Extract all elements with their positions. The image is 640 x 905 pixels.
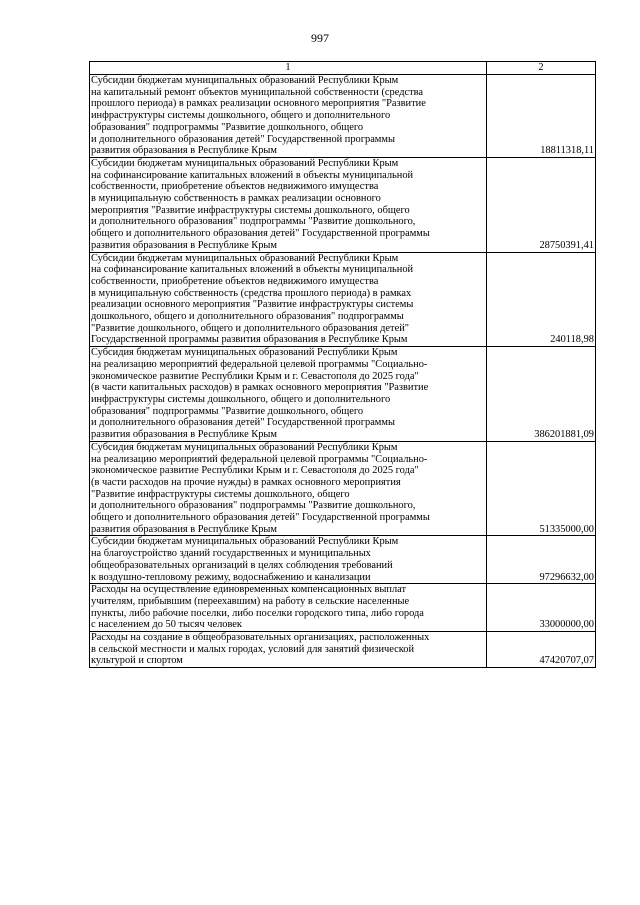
budget-table xyxy=(89,61,596,668)
description-line: Субсидии бюджетам муниципальных образований Республики Крым xyxy=(91,252,399,264)
column-header-description: 1 xyxy=(90,62,487,75)
description-line: пункты, либо рабочие поселки, либо поселки городского типа, либо города xyxy=(91,607,424,619)
description-line: общеобразовательных организаций в целях соблюдения требований xyxy=(91,559,393,571)
table-row xyxy=(90,252,596,347)
table-row xyxy=(90,632,596,668)
description-line: развития образования в Республике Крым xyxy=(91,145,277,157)
description-line: Субсидии бюджетам муниципальных образований Республики Крым xyxy=(91,536,399,548)
description-line: на капитальный ремонт объектов муниципальной собственности (средства xyxy=(91,86,424,98)
table-row xyxy=(90,347,596,442)
description-line: "Развитие инфраструктуры системы дошкольного, общего xyxy=(91,488,350,500)
table-row xyxy=(90,584,596,632)
column-header-amount: 2 xyxy=(487,62,596,75)
row-description xyxy=(90,441,487,536)
description-line: культурой и спортом xyxy=(91,655,183,667)
description-line: в сельской местности и малых городах, условий для занятий физической xyxy=(91,643,415,655)
row-amount: 33000000,00 xyxy=(487,584,596,632)
row-amount: 18811318,11 xyxy=(487,75,596,158)
description-line: и дополнительного образования детей" Государственной программы xyxy=(91,133,395,145)
table-header-row xyxy=(90,62,596,75)
table-row xyxy=(90,536,596,584)
description-line: дошкольного, общего и дополнительного образования" подпрограммы xyxy=(91,311,404,323)
description-line: на благоустройство зданий государственных и муниципальных xyxy=(91,548,371,560)
row-description xyxy=(90,584,487,632)
description-line: прошлого периода) в рамках реализации основного мероприятия "Развитие xyxy=(91,98,426,110)
description-line: развития образования в Республике Крым xyxy=(91,429,277,441)
row-description xyxy=(90,536,487,584)
description-line: инфраструктуры системы дошкольного, общего и дополнительного xyxy=(91,110,391,122)
description-line: Субсидии бюджетам муниципальных образований Республики Крым xyxy=(91,75,399,86)
description-line: на софинансирование капитальных вложений в объекты муниципальной xyxy=(91,264,414,276)
row-amount: 386201881,09 xyxy=(487,347,596,442)
description-line: в муниципальную собственность (средства прошлого периода) в рамках xyxy=(91,287,412,299)
row-amount: 28750391,41 xyxy=(487,157,596,252)
row-description xyxy=(90,632,487,668)
description-line: "Развитие дошкольного, общего и дополнительного образования детей" xyxy=(91,322,409,334)
row-description xyxy=(90,347,487,442)
description-line: Субсидии бюджетам муниципальных образований Республики Крым xyxy=(91,157,399,169)
description-line: общего и дополнительного образования детей" Государственной программы xyxy=(91,512,430,524)
row-amount: 240118,98 xyxy=(487,252,596,347)
row-amount: 51335000,00 xyxy=(487,441,596,536)
description-line: и дополнительного образования" подпрограммы "Развитие дошкольного, xyxy=(91,500,416,512)
description-line: собственности, приобретение объектов недвижимого имущества xyxy=(91,181,379,193)
description-line: в муниципальную собственность в рамках реализации основного xyxy=(91,193,381,205)
description-line: развития образования в Республике Крым xyxy=(91,523,277,535)
description-line: Субсидия бюджетам муниципальных образований Республики Крым xyxy=(91,347,398,359)
description-line: собственности, приобретение объектов недвижимого имущества xyxy=(91,275,379,287)
description-line: учителям, прибывшим (переехавшим) на работу в сельские населенные xyxy=(91,595,410,607)
description-line: и дополнительного образования" подпрограммы "Развитие дошкольного, xyxy=(91,216,416,228)
table-body xyxy=(90,75,596,668)
description-line: (в части расходов на прочие нужды) в рамках основного мероприятия xyxy=(91,476,401,488)
description-line: Расходы на создание в общеобразовательных организациях, расположенных xyxy=(91,632,430,644)
description-line: и дополнительного образования детей" Государственной программы xyxy=(91,417,395,429)
description-line: Государственной программы развития образования в Республике Крым xyxy=(91,334,408,346)
row-amount: 97296632,00 xyxy=(487,536,596,584)
row-description xyxy=(90,252,487,347)
row-description xyxy=(90,75,487,158)
description-line: на реализацию мероприятий федеральной целевой программы "Социально- xyxy=(91,453,428,465)
description-line: мероприятия "Развитие инфраструктуры системы дошкольного, общего xyxy=(91,204,410,216)
row-description xyxy=(90,157,487,252)
description-line: реализации основного мероприятия "Развитие инфраструктуры системы xyxy=(91,299,414,311)
description-line: экономическое развитие Республики Крым и г. Севастополя до 2025 года" xyxy=(91,370,419,382)
description-line: с населением до 50 тысяч человек xyxy=(91,619,242,631)
description-line: (в части капитальных расходов) в рамках основного мероприятия "Развитие xyxy=(91,382,429,394)
description-line: инфраструктуры системы дошкольного, общего и дополнительного xyxy=(91,393,391,405)
description-line: образования" подпрограммы "Развитие дошкольного, общего xyxy=(91,121,364,133)
page-number: 997 xyxy=(311,31,329,45)
description-line: к воздушно-тепловому режиму, водоснабжению и канализации xyxy=(91,571,371,583)
description-line: Субсидия бюджетам муниципальных образований Республики Крым xyxy=(91,441,398,453)
description-line: на софинансирование капитальных вложений в объекты муниципальной xyxy=(91,169,414,181)
description-line: на реализацию мероприятий федеральной целевой программы "Социально- xyxy=(91,358,428,370)
description-line: развития образования в Республике Крым xyxy=(91,239,277,251)
table-row xyxy=(90,441,596,536)
table-row xyxy=(90,75,596,158)
row-amount: 47420707,07 xyxy=(487,632,596,668)
table-row xyxy=(90,157,596,252)
description-line: общего и дополнительного образования детей" Государственной программы xyxy=(91,228,430,240)
description-line: Расходы на осуществление единовременных компенсационных выплат xyxy=(91,584,407,596)
description-line: образования" подпрограммы "Развитие дошкольного, общего xyxy=(91,405,364,417)
description-line: экономическое развитие Республики Крым и г. Севастополя до 2025 года" xyxy=(91,465,419,477)
